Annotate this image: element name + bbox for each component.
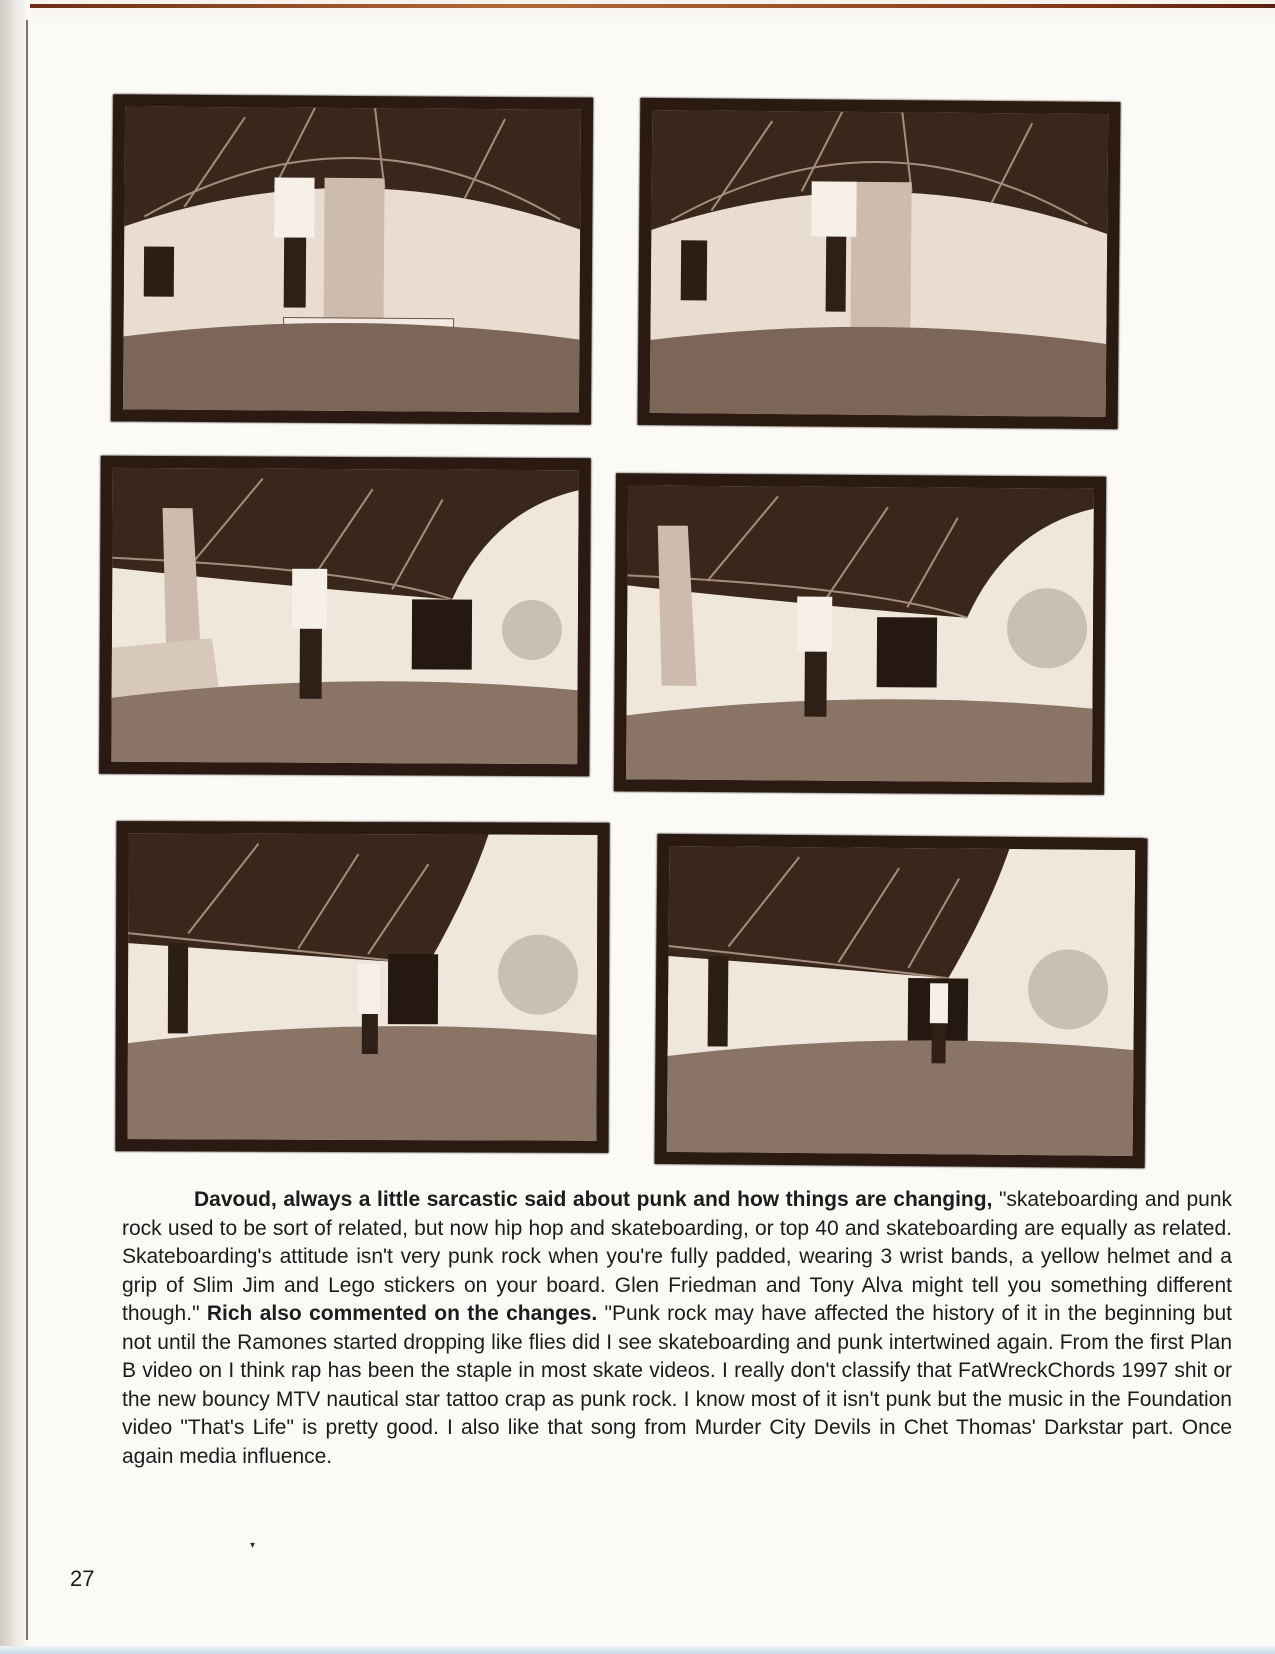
photo-image bbox=[127, 833, 597, 1141]
skate-photo-4 bbox=[614, 473, 1106, 794]
scan-edge-top bbox=[0, 0, 1275, 24]
stray-mark: ▾ bbox=[250, 1540, 256, 1551]
page-number: 27 bbox=[70, 1566, 95, 1591]
book-spine bbox=[0, 0, 30, 1654]
photo-image bbox=[650, 110, 1109, 417]
photo-image bbox=[626, 485, 1094, 782]
skate-photo-6 bbox=[655, 834, 1148, 1168]
photo-image bbox=[667, 846, 1136, 1156]
article-quote-rich: "Punk rock may have affected the history of it in the beginning but not until the Ramones started dropping like flies did I see skateboarding and punk intertwined again. From the first Plan B video on I think rap has been the staple in most skate videos. I really don't classify that FatWreckChords 1997 shit or the new bouncy MTV nautical star tattoo crap as punk rock. I know most of it isn't punk but the music in the Foundation video "That's Life" is pretty good. I also like that song from Murder City Devils in Chet Thomas' Darkstar part. Once again media influence. bbox=[122, 1302, 1233, 1468]
photo-image bbox=[111, 468, 579, 764]
skate-photo-5 bbox=[115, 821, 609, 1153]
article-bridge: Rich also commented on the changes. bbox=[206, 1302, 598, 1325]
skate-photo-1 bbox=[111, 94, 593, 424]
skate-photo-3 bbox=[99, 456, 591, 777]
scan-edge-bottom bbox=[0, 1646, 1275, 1654]
skate-photo-2 bbox=[638, 98, 1121, 429]
article-lead: Davoud, always a little sarcastic said about punk and how things are changing, bbox=[194, 1188, 993, 1211]
article-body bbox=[122, 1186, 1232, 1471]
article-quote-davoud: "skateboarding and punk rock used to be sort of related, but now hip hop and skateboarding, or top 40 and skateboarding are equally as related. Skateboarding's attitude isn't very punk rock when you're fully padded, wearing 3 wrist bands, a yellow helmet and a grip of Slim Jim and Lego stickers on your board. Glen Friedman and Tony Alva might tell you something different though." bbox=[122, 1188, 1233, 1325]
photo-image bbox=[123, 106, 581, 412]
